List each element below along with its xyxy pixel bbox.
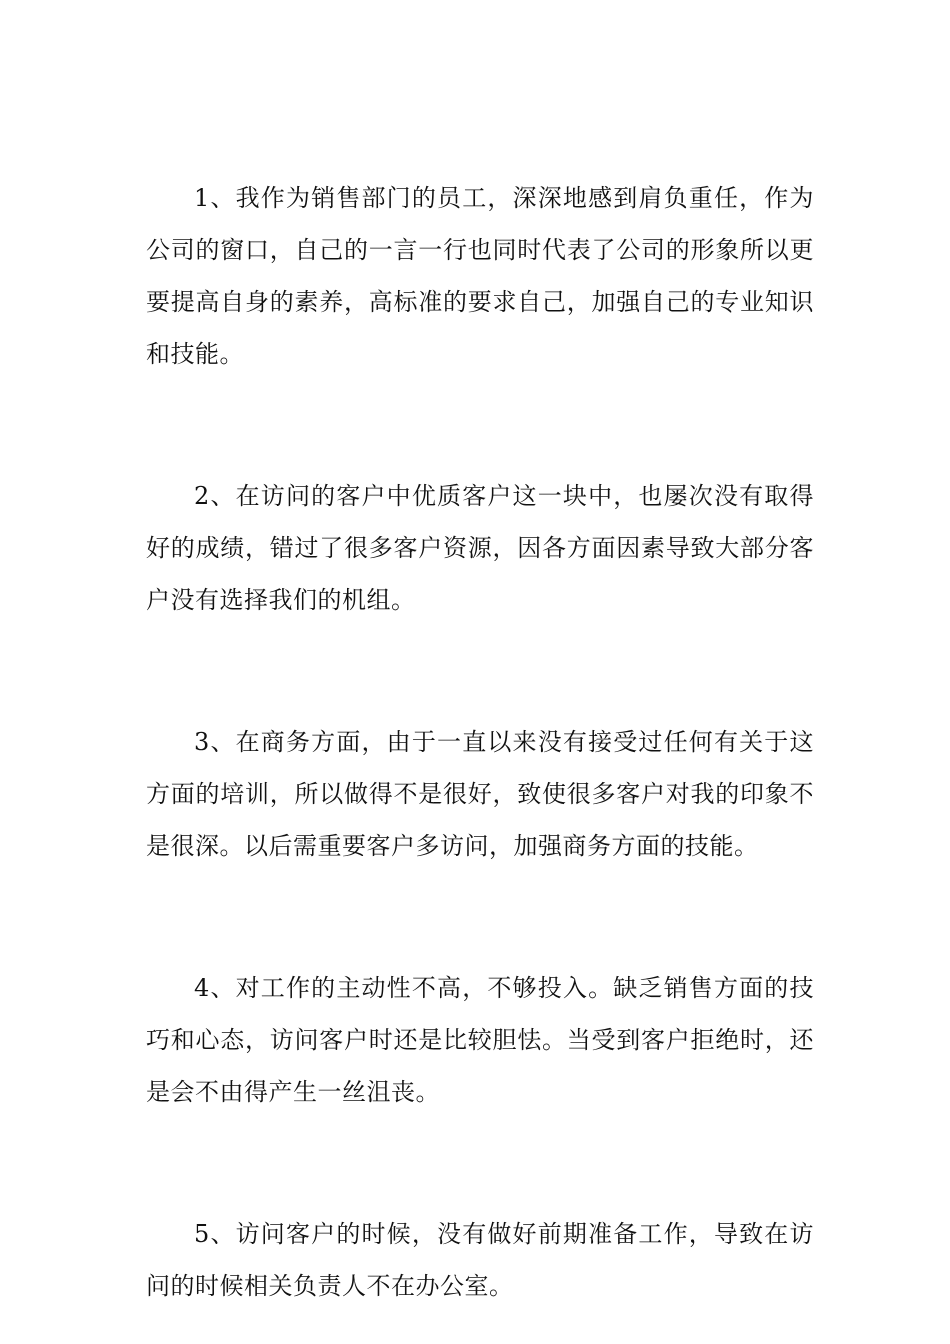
paragraph-1: 1、我作为销售部门的员工，深深地感到肩负重任，作为公司的窗口，自己的一言一行也同时代表了公司的形象所以更要提高自身的素养，高标准的要求自己，加强自己的专业知识和技能。 bbox=[146, 184, 814, 368]
paragraph-4: 4、对工作的主动性不高，不够投入。缺乏销售方面的技巧和心态，访问客户时还是比较胆怯。当受到客户拒绝时，还是会不由得产生一丝沮丧。 bbox=[146, 974, 814, 1106]
document-body bbox=[146, 172, 814, 1312]
paragraph-5: 5、访问客户的时候，没有做好前期准备工作，导致在访问的时候相关负责人不在办公室。 bbox=[146, 1220, 814, 1300]
paragraph-3: 3、在商务方面，由于一直以来没有接受过任何有关于这方面的培训，所以做得不是很好，致使很多客户对我的印象不是很深。以后需重要客户多访问，加强商务方面的技能。 bbox=[146, 728, 814, 860]
paragraph-2: 2、在访问的客户中优质客户这一块中，也屡次没有取得好的成绩，错过了很多客户资源，因各方面因素导致大部分客户没有选择我们的机组。 bbox=[146, 482, 814, 614]
